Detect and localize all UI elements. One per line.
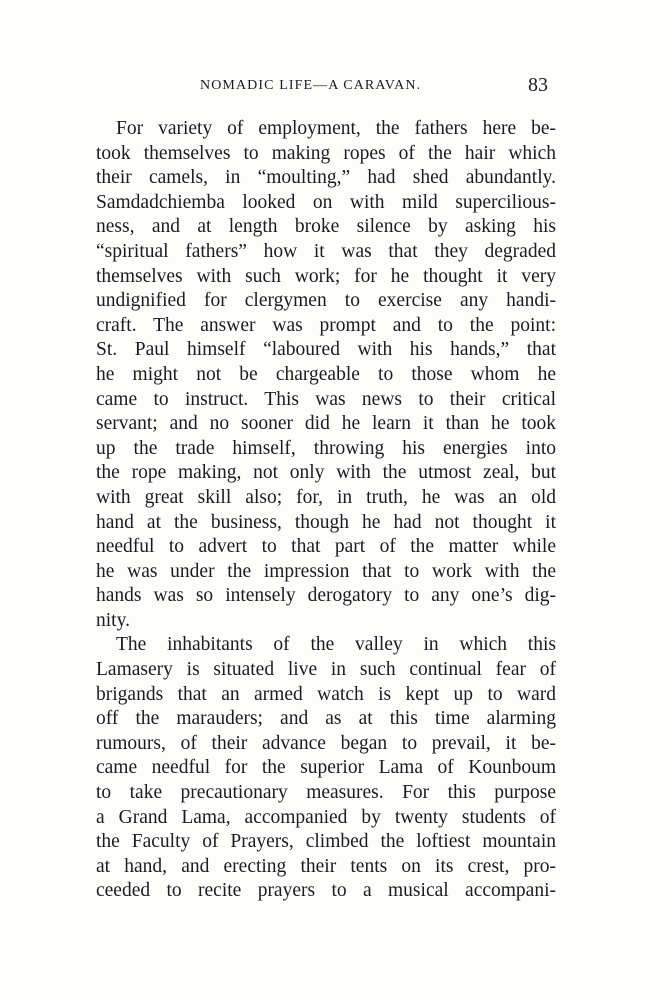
text-line: needful to advert to that part of the matter while <box>96 536 556 558</box>
running-head <box>96 74 548 100</box>
text-line: up the trade himself, throwing his energies into <box>96 437 556 459</box>
text-line: Lamasery is situated live in such continual fear of <box>96 659 556 681</box>
text-line: servant; and no sooner did he learn it than he took <box>96 413 556 435</box>
text-line: themselves with such work; for he thought it very <box>96 265 556 287</box>
text-line: he might not be chargeable to those whom he <box>96 363 556 385</box>
text-line: came to instruct. This was news to their critical <box>96 388 556 410</box>
text-line: craft. The answer was prompt and to the point: <box>96 314 556 336</box>
text-line: St. Paul himself “laboured with his hands,” that <box>96 339 556 361</box>
text-line: to take precautionary measures. For this purpose <box>96 782 556 804</box>
text-line: the rope making, not only with the utmost zeal, but <box>96 462 556 484</box>
text-line: nity. <box>96 609 130 631</box>
text-line: brigands that an armed watch is kept up to ward <box>96 683 556 705</box>
text-line: rumours, of their advance began to prevail, it be- <box>96 732 556 754</box>
text-line: ceeded to recite prayers to a musical accompani- <box>96 880 556 902</box>
text-line: For variety of employment, the fathers here be- <box>116 118 556 139</box>
text-line: The inhabitants of the valley in which this <box>116 634 556 656</box>
text-line: a Grand Lama, accompanied by twenty students of <box>96 806 556 828</box>
text-line: off the marauders; and as at this time alarming <box>96 708 556 730</box>
body-text <box>96 117 556 904</box>
text-line: at hand, and erecting their tents on its crest, pro- <box>96 855 556 877</box>
text-line: the Faculty of Prayers, climbed the loftiest mountain <box>96 831 556 853</box>
paragraph <box>96 633 556 904</box>
text-line: “spiritual fathers” how it was that they degraded <box>96 240 556 262</box>
text-line: ness, and at length broke silence by asking his <box>96 216 556 238</box>
text-line: their camels, in “moulting,” had shed abundantly. <box>96 167 556 189</box>
text-line: came needful for the superior Lama of Kounboum <box>96 757 556 779</box>
text-line: with great skill also; for, in truth, he was an old <box>96 486 556 508</box>
paragraph <box>96 117 556 633</box>
text-line: Samdadchiemba looked on with mild supercilious- <box>96 191 556 213</box>
page-number: 83 <box>528 74 548 96</box>
text-line: undignified for clergymen to exercise any handi- <box>96 290 556 312</box>
text-line: hands was so intensely derogatory to any one’s dig- <box>96 585 556 607</box>
text-line: he was under the impression that to work with the <box>96 560 556 582</box>
text-line: hand at the business, though he had not thought it <box>96 511 556 533</box>
running-title: NOMADIC LIFE—A CARAVAN. <box>200 78 422 93</box>
text-line: took themselves to making ropes of the hair which <box>96 142 556 164</box>
